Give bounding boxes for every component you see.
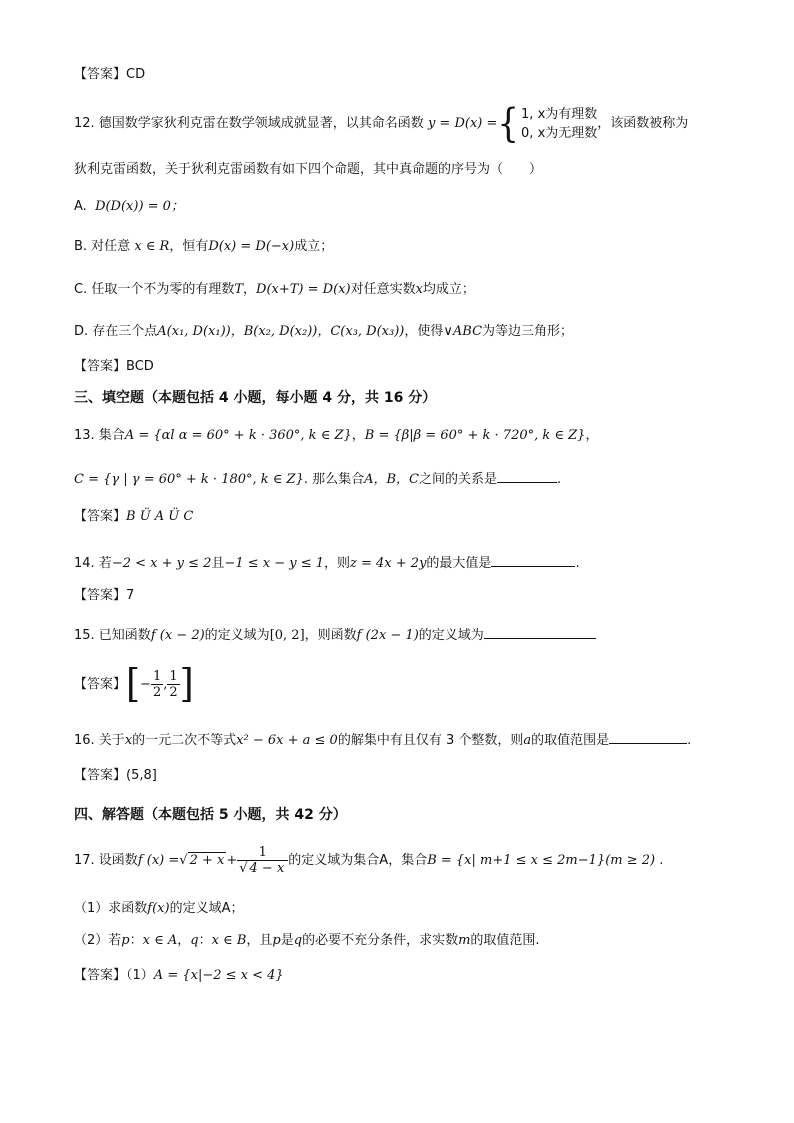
q13-set-a: A = {αl α = 60° + k · 360°, k ∈ Z} [124, 428, 352, 443]
option-c-t: T [234, 282, 244, 297]
q12-func: y = D(x) = [427, 116, 498, 131]
q13-set-b: B = {β|β = 60° + k · 720°, k ∈ Z} [364, 428, 586, 443]
q13-dot: . [557, 472, 562, 487]
q13-mid: . 那么集合 [303, 472, 365, 487]
question-17 [74, 843, 663, 879]
q14-cond2: −1 ≤ x − y ≤ 1 [224, 556, 325, 571]
answer-blank [484, 624, 596, 639]
q17-p2-xa: x ∈ A [142, 933, 178, 948]
q13-pre: 13. 集合 [74, 428, 125, 443]
q13-end: 之间的关系是 [419, 472, 498, 487]
q16-a: a [523, 733, 532, 748]
answer-text: 7 [126, 588, 135, 603]
q17-p2-e: ，且 [246, 933, 273, 948]
q17-part1-f: f(x) [147, 901, 170, 916]
question-17-part2 [74, 932, 540, 950]
question-12-line1 [74, 100, 689, 147]
q17-frac-den [237, 861, 288, 876]
option-d-end: 为等边三角形； [482, 324, 574, 339]
q17-f: f (x) = [137, 853, 180, 868]
answer-17 [74, 967, 284, 985]
option-c-eq: D(x+T) = D(x) [256, 282, 351, 297]
option-a-label: A. [74, 199, 87, 214]
q17-p2-m: m [458, 933, 471, 948]
q17-p2-p: p [121, 933, 130, 948]
q13-sep: ， [351, 428, 365, 443]
option-c-x: x [415, 282, 423, 297]
q15-end: 的定义域为 [418, 628, 484, 643]
q17-p2-h: 的取值范围. [470, 933, 540, 948]
answer-12 [74, 358, 154, 376]
option-c-end: 均成立； [422, 282, 475, 297]
q17-p2-p2: p [272, 933, 281, 948]
answer-blank [609, 729, 687, 744]
q16-ineq: x² − 6x + a ≤ 0 [236, 733, 338, 748]
q15-pre: 15. 已知函数 [74, 628, 151, 643]
answer-text: CD [126, 67, 146, 82]
q12-stem: 12. 德国数学家狄利克雷在数学领域成就显著，以其命名函数 [74, 116, 424, 131]
option-d-points: A(x₁, D(x₁))，B(x₂, D(x₂))，C(x₃, D(x₃)) [157, 324, 405, 339]
q17-sqrt: 2 + x [189, 853, 225, 868]
answer-text: A = {x|−2 ≤ x < 4} [153, 968, 284, 983]
q14-cond1: −2 < x + y ≤ 2 [111, 556, 212, 571]
q17-plus: + [226, 853, 238, 868]
option-c [74, 281, 475, 299]
q14-end: 的最大值是 [426, 556, 492, 571]
answer-tag: 【答案】 [74, 768, 127, 783]
answer-13 [74, 508, 193, 526]
option-c-label: C. 任取一个不为零的有理数 [74, 282, 235, 297]
option-d [74, 323, 573, 341]
q14-mid2: ，则 [324, 556, 351, 571]
answer-16 [74, 767, 157, 785]
q14-mid: 且 [211, 556, 225, 571]
question-13-line1 [74, 427, 598, 445]
answer-tag: 【答案】 [74, 677, 127, 692]
option-c-mid: 对任意实数 [350, 282, 416, 297]
option-b-eq: D(x) = D(−x) [208, 239, 295, 254]
answer-17-pre: （1） [126, 968, 154, 983]
q15-domain: [0, 2] [269, 628, 305, 643]
question-12-line2: 狄利克雷函数，关于狄利克雷函数有如下四个命题，其中真命题的序号为（ ） [74, 162, 543, 177]
q12-case-2: 0, x为无理数 [521, 125, 598, 141]
q17-p2-c: ， [177, 933, 191, 948]
sqrt-icon: √ [239, 861, 248, 876]
q16-dot: . [687, 733, 692, 748]
q17-p2-a: （2）若 [74, 933, 122, 948]
option-b [74, 238, 333, 256]
q17-part1-end: 的定义域A； [169, 901, 244, 916]
question-13-line2 [74, 468, 561, 489]
q12-case-1: 1, x为有理数 [521, 106, 598, 122]
q17-frac [237, 845, 288, 876]
q17-dot: . [659, 853, 664, 868]
section-4-heading: 四、解答题（本题包括 5 小题，共 42 分） [74, 807, 347, 823]
q17-p2-q2: q [293, 933, 303, 948]
brace-icon: { [497, 100, 520, 147]
q17-pre: 17. 设函数 [74, 853, 138, 868]
question-17-part1 [74, 900, 243, 918]
option-b-label: B. 对任意 [74, 239, 131, 254]
answer-text: B Ü A Ü C [126, 509, 194, 524]
answer-blank [491, 552, 575, 567]
answer-text: BCD [126, 359, 154, 374]
q15-f1: f (x − 2) [150, 628, 205, 643]
option-b-end: 成立； [294, 239, 334, 254]
option-d-label: D. 存在三个点 [74, 324, 158, 339]
q13-set-c: C = {γ | γ = 60° + k · 180°, k ∈ Z} [74, 472, 304, 487]
q15-mid2: ，则函数 [304, 628, 357, 643]
answer-text: (5,8] [126, 768, 157, 783]
answer-minus: − [140, 677, 151, 692]
q17-p2-d: ： [198, 933, 212, 948]
answer-11 [74, 66, 145, 84]
q13-abc: A，B，C [364, 472, 419, 487]
answer-14 [74, 587, 134, 605]
answer-blank [497, 468, 557, 483]
q17-p2-q: q [190, 933, 199, 948]
q17-part1-pre: （1）求函数 [74, 901, 148, 916]
q12-cases [521, 105, 597, 143]
answer-comma: , [163, 677, 168, 692]
question-15 [74, 624, 596, 645]
answer-frac-2 [167, 669, 179, 700]
q17-mid: 的定义域为集合A，集合 [288, 853, 428, 868]
q16-mid: 的一元二次不等式 [132, 733, 237, 748]
sqrt-icon: √ [179, 853, 188, 868]
q17-p2-b: ： [129, 933, 143, 948]
option-d-mid: ，使得 [404, 324, 444, 339]
question-16 [74, 729, 691, 750]
q16-mid2: 的解集中有且仅有 3 个整数，则 [337, 733, 524, 748]
answer-tag: 【答案】 [74, 588, 127, 603]
option-a [74, 198, 184, 216]
frac-2-den: 2 [169, 685, 178, 700]
section-3-heading: 三、填空题（本题包括 4 小题，每小题 4 分，共 16 分） [74, 390, 437, 406]
frac-1-num: 1 [152, 669, 162, 684]
option-c-sep: ， [243, 282, 257, 297]
answer-frac-1 [151, 669, 163, 700]
question-14 [74, 552, 580, 573]
right-bracket-icon: ] [179, 661, 194, 707]
option-a-text: D(D(x)) = 0； [95, 199, 184, 214]
q16-end: 的取值范围是 [531, 733, 610, 748]
q14-pre: 14. 若 [74, 556, 112, 571]
answer-tag: 【答案】 [74, 359, 127, 374]
option-b-math: x ∈ R [134, 239, 170, 254]
answer-15 [74, 663, 194, 707]
q15-f2: f (2x − 1) [356, 628, 419, 643]
q13-sep2: ， [585, 428, 599, 443]
left-bracket-icon: [ [126, 661, 141, 707]
q15-mid: 的定义域为 [204, 628, 270, 643]
q16-x: x [124, 733, 133, 748]
q17-p2-g: 的必要不充分条件，求实数 [302, 933, 459, 948]
q17-set-b: B = {x| m+1 ≤ x ≤ 2m−1}(m ≥ 2) [427, 853, 656, 868]
q14-dot: . [575, 556, 580, 571]
answer-tag: 【答案】 [74, 968, 127, 983]
frac-2-num: 1 [169, 669, 178, 684]
q17-frac-num: 1 [237, 845, 288, 861]
frac-1-den: 2 [152, 685, 162, 700]
q17-den-text: 4 − x [249, 861, 285, 876]
q17-p2-xb: x ∈ B [211, 933, 247, 948]
option-d-tri: ∨ABC [443, 324, 483, 339]
answer-tag: 【答案】 [74, 509, 127, 524]
q17-p2-f: 是 [280, 933, 294, 948]
answer-tag: 【答案】 [74, 67, 127, 82]
q16-pre: 16. 关于 [74, 733, 125, 748]
q14-z: z = 4x + 2y [350, 556, 427, 571]
q12-stem-end: ，该函数被称为 [597, 116, 689, 131]
option-b-mid: ，恒有 [169, 239, 209, 254]
